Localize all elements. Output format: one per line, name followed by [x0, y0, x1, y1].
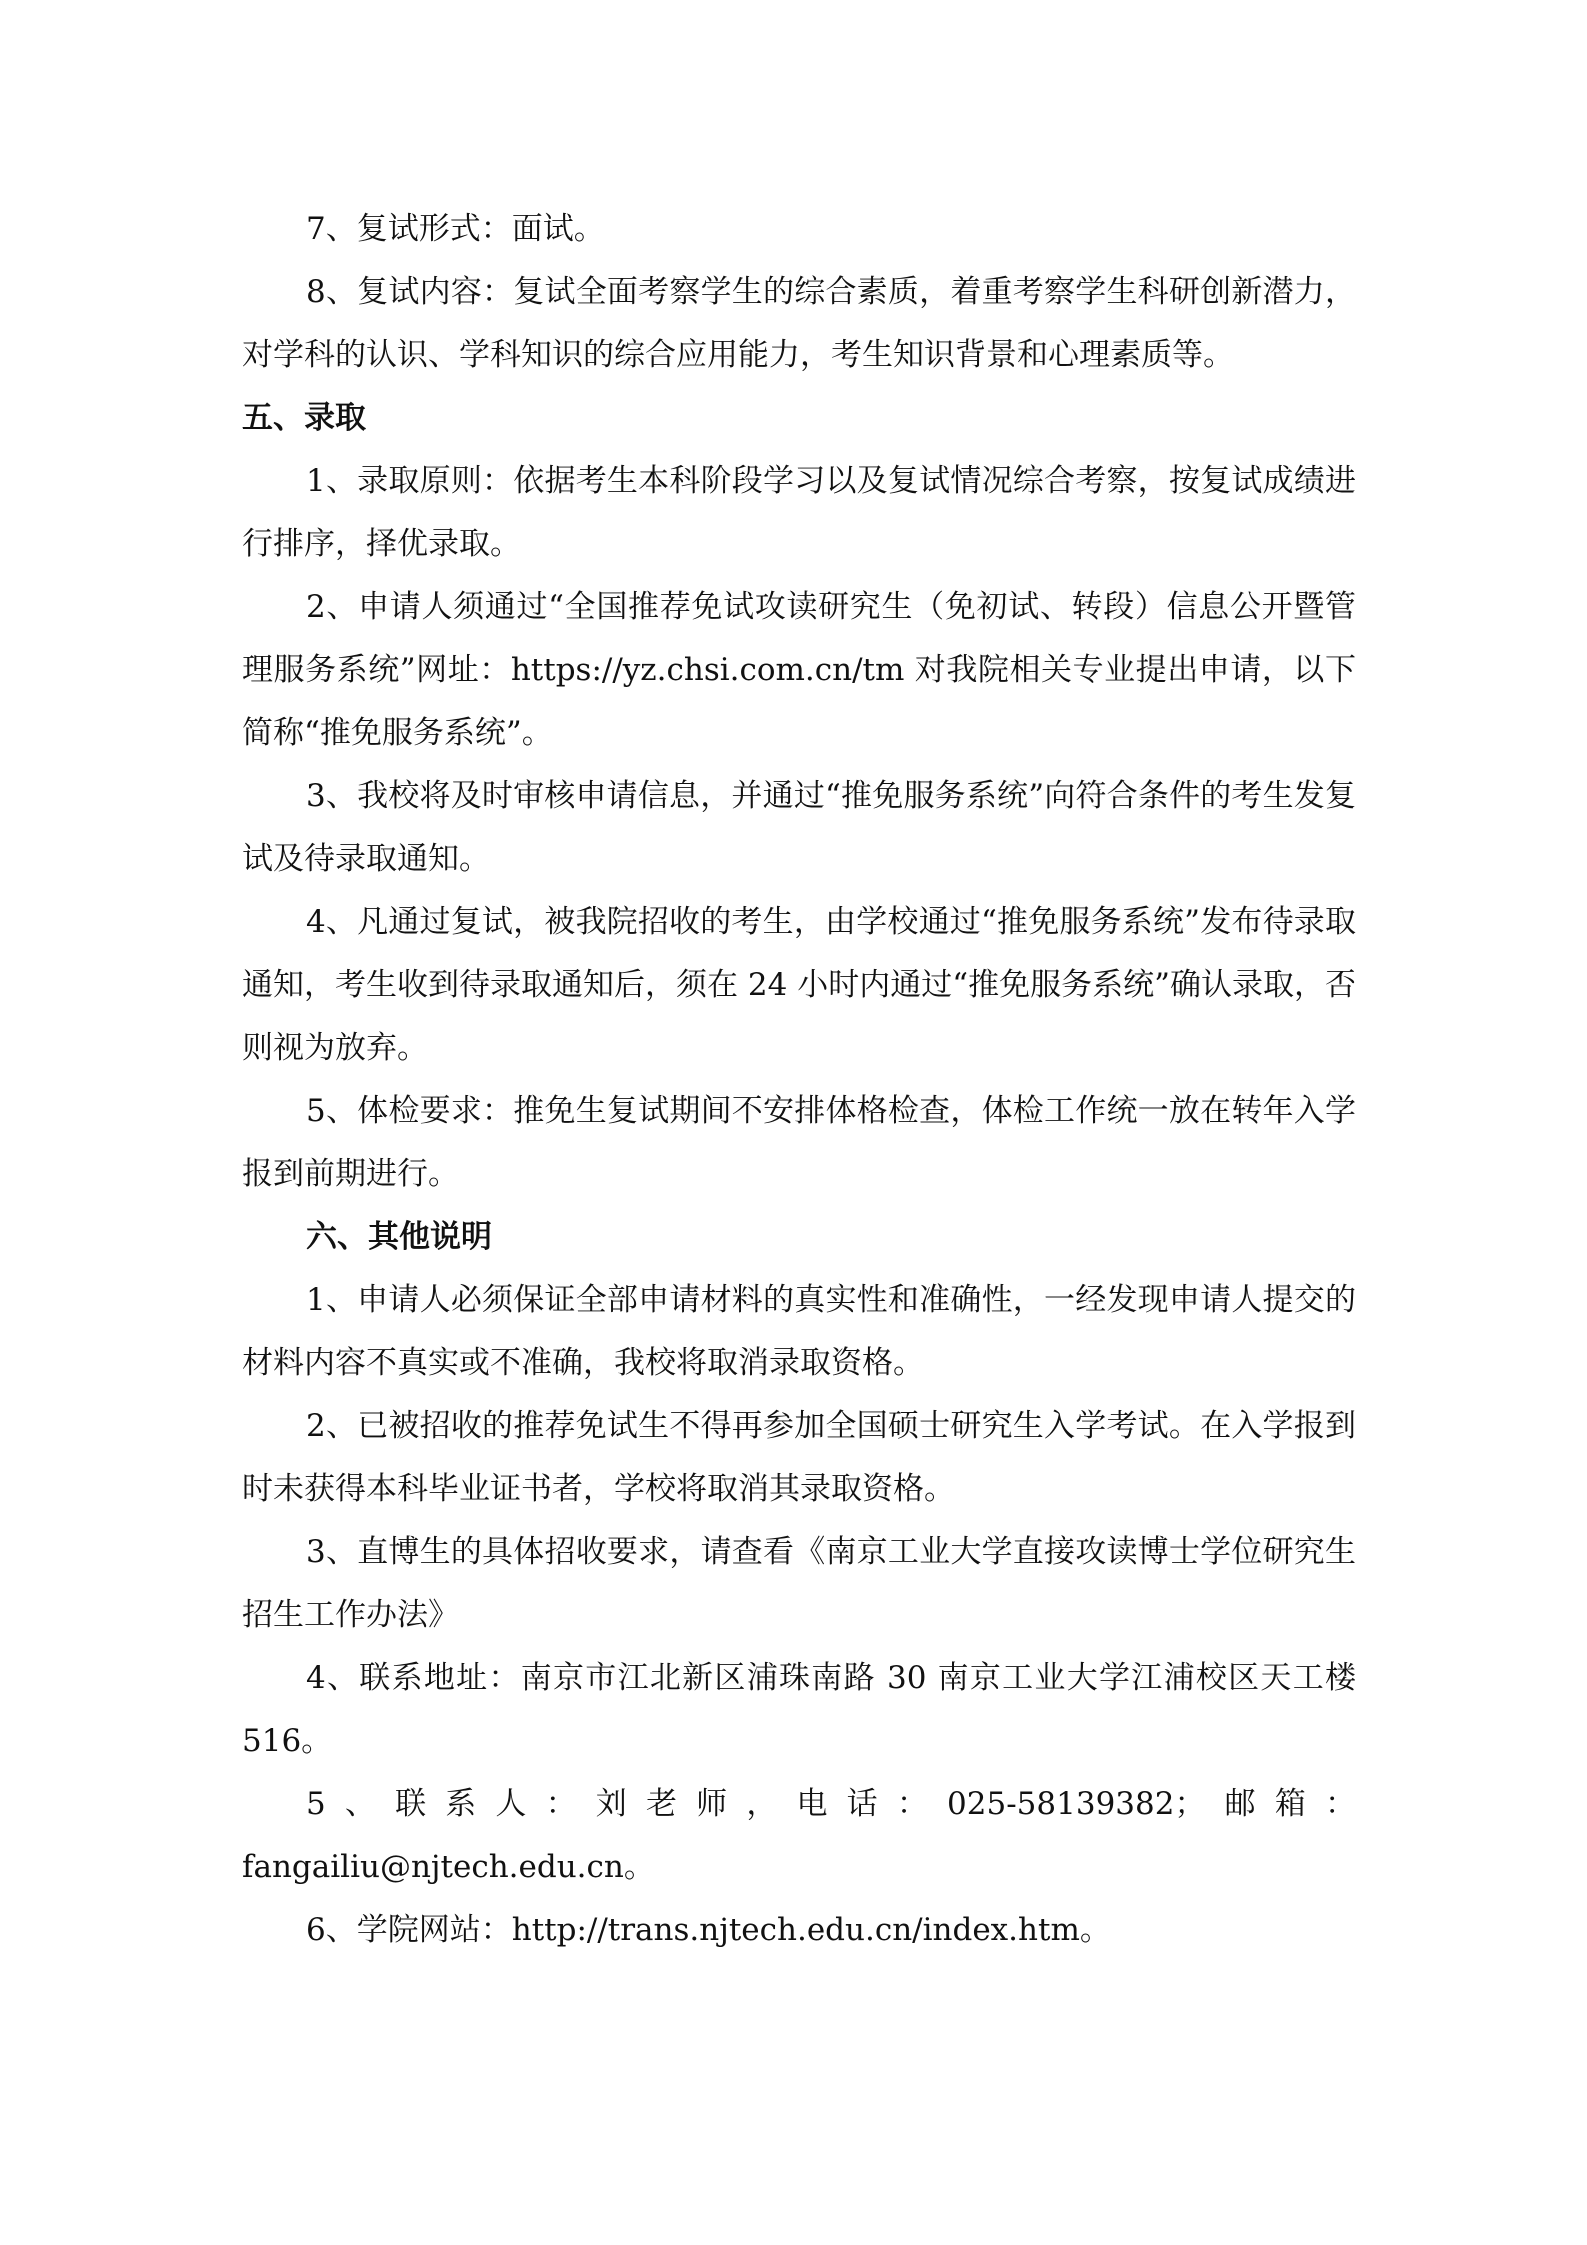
paragraph-direct-phd: 3、直博生的具体招收要求，请查看《南京工业大学直接攻读博士学位研究生招生工作办法》 [242, 1534, 1356, 1633]
paragraph-review-notice: 3、我校将及时审核申请信息，并通过“推免服务系统”向符合条件的考生发复试及待录取通知。 [242, 778, 1356, 877]
paragraph-admission-principle: 1、录取原则：依据考生本科阶段学习以及复试情况综合考察，按复试成绩进行排序，择优录取。 [242, 463, 1356, 562]
section-heading-other-notes: 六、其他说明 [306, 1219, 492, 1255]
document-body [242, 198, 1356, 1962]
paragraph-college-website: 6、学院网站：http://trans.njtech.edu.cn/index.htm。 [306, 1912, 1111, 1948]
paragraph-contact-person: 5、联系人：刘老师，电话：025-58139382；邮箱：fangailiu@njtech.edu.cn。 [242, 1786, 1356, 1885]
paragraph-review-format: 7、复试形式：面试。 [306, 211, 605, 247]
paragraph-application-system: 2、申请人须通过“全国推荐免试攻读研究生（免初试、转段）信息公开暨管理服务系统”网址：https://yz.chsi.com.cn/tm 对我院相关专业提出申请，以下简称“推免服务系统”。 [242, 589, 1356, 751]
paragraph-admission-confirmation: 4、凡通过复试，被我院招收的考生，由学校通过“推免服务系统”发布待录取通知，考生收到待录取通知后，须在 24 小时内通过“推免服务系统”确认录取，否则视为放弃。 [242, 904, 1356, 1066]
paragraph-contact-address: 4、联系地址：南京市江北新区浦珠南路 30 南京工业大学江浦校区天工楼516。 [242, 1660, 1356, 1759]
paragraph-physical-exam: 5、体检要求：推免生复试期间不安排体格检查，体检工作统一放在转年入学报到前期进行。 [242, 1093, 1356, 1192]
section-heading-admission: 五、录取 [242, 400, 366, 436]
paragraph-material-authenticity: 1、申请人必须保证全部申请材料的真实性和准确性，一经发现申请人提交的材料内容不真实或不准确，我校将取消录取资格。 [242, 1282, 1356, 1381]
paragraph-exam-restriction: 2、已被招收的推荐免试生不得再参加全国硕士研究生入学考试。在入学报到时未获得本科毕业证书者，学校将取消其录取资格。 [242, 1408, 1356, 1507]
paragraph-review-content: 8、复试内容：复试全面考察学生的综合素质，着重考察学生科研创新潜力，对学科的认识、学科知识的综合应用能力，考生知识背景和心理素质等。 [242, 274, 1356, 373]
